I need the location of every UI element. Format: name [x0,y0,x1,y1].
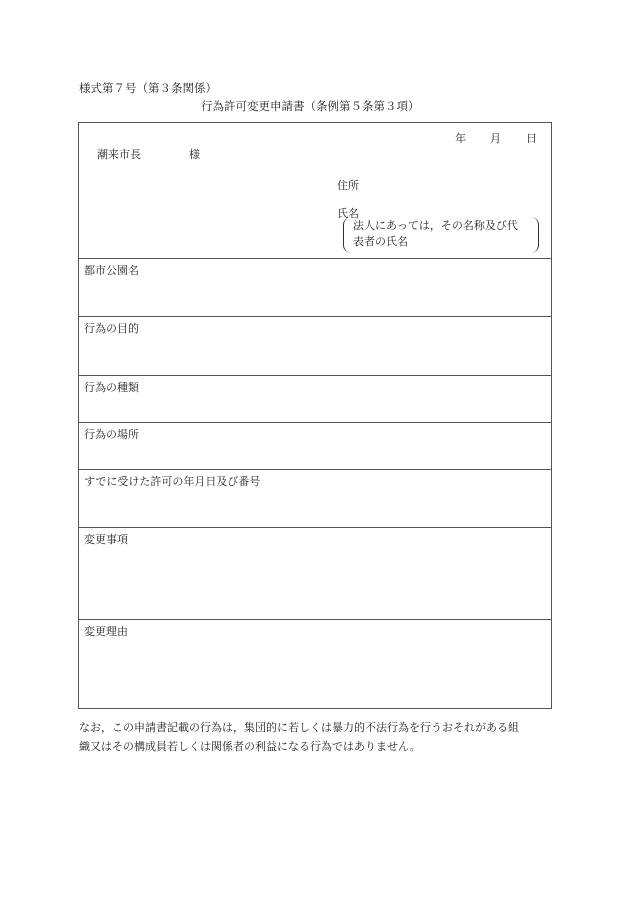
date-year-label: 年 [455,132,466,145]
field-label-reason: 変更理由 [84,625,128,638]
application-form-table [78,122,552,709]
notice-line2: 織又はその構成員若しくは関係者の利益になる行為ではありません。 [79,740,421,753]
footer-notice [79,718,559,756]
corporate-note-line2: 表者の氏名 [353,235,408,248]
name-label: 氏名 [337,207,359,220]
row-divider [79,527,551,528]
row-divider [79,619,551,620]
field-label-activity-type: 行為の種類 [84,381,139,394]
field-label-park-name: 都市公園名 [84,264,139,277]
row-divider [79,375,551,376]
field-label-location: 行為の場所 [84,428,139,441]
document-title: 行為許可変更申請書（条例第５条第３項） [201,99,420,113]
honorific: 様 [189,148,200,161]
corporate-note-line1: 法人にあっては，その名称及び代 [353,219,518,232]
date-day-label: 日 [526,132,537,145]
row-divider [79,258,551,259]
notice-line1: なお，この申請書記載の行為は，集団的に若しくは暴力的不法行為を行うおそれがある組 [79,721,519,734]
row-divider [79,316,551,317]
row-divider [79,469,551,470]
address-label: 住所 [337,179,359,192]
addressee: 潮来市長 [97,148,141,161]
field-label-changes: 変更事項 [84,533,128,546]
field-label-prior-permit: すでに受けた許可の年月日及び番号 [84,475,261,488]
corporate-note-bracket [343,217,539,253]
row-divider [79,422,551,423]
form-number: 様式第７号（第３条関係） [79,81,217,95]
field-label-purpose: 行為の目的 [84,322,139,335]
date-month-label: 月 [490,132,501,145]
